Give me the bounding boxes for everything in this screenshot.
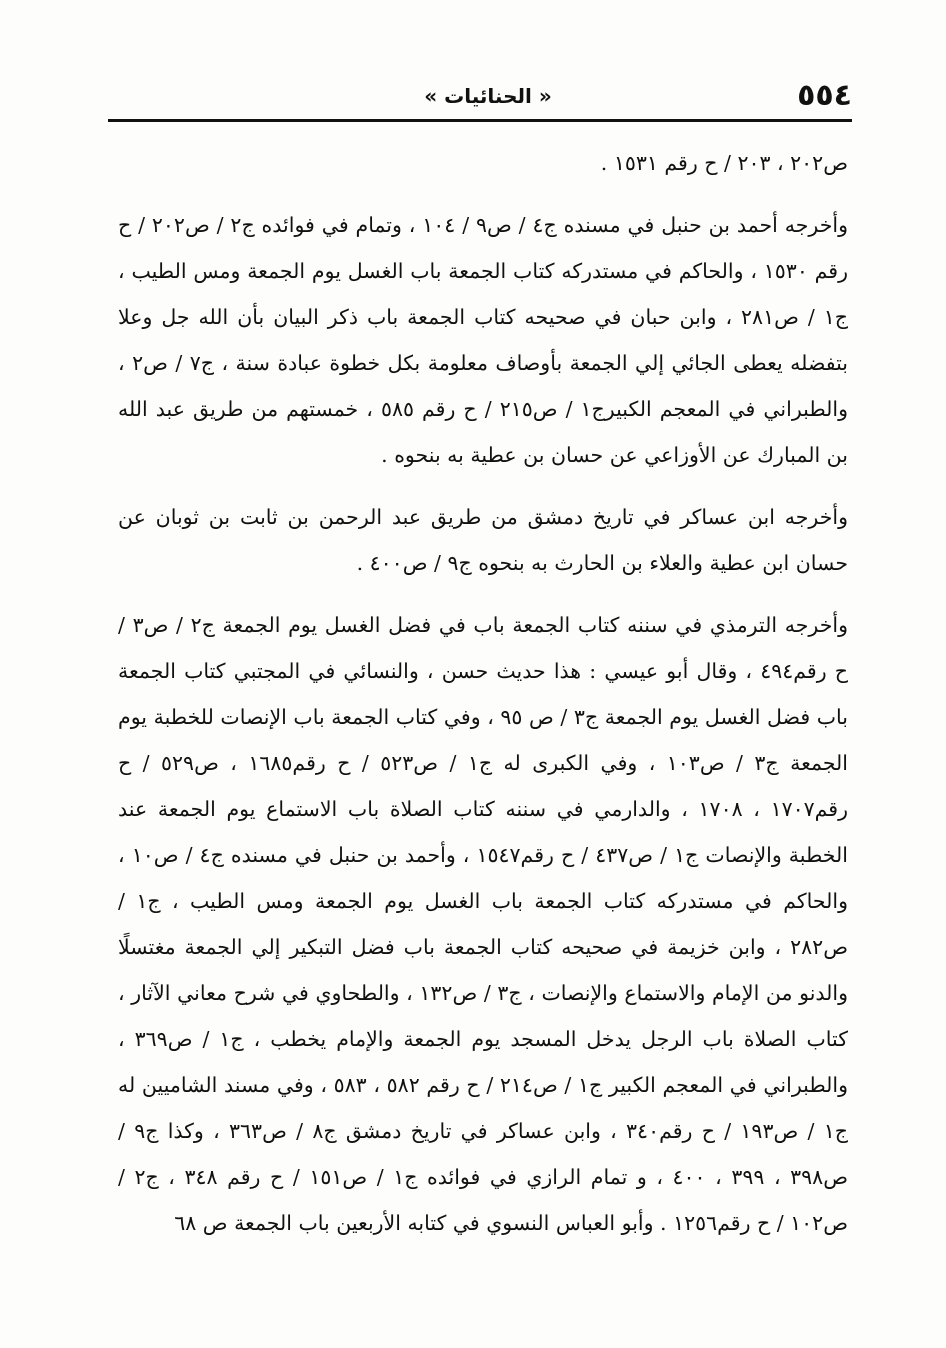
- paragraph-1: ص٢٠٢ ، ٢٠٣ / ح رقم ١٥٣١ .: [600, 151, 848, 175]
- paragraph-3: وأخرجه ابن عساكر في تاريخ دمشق من طريق عبد الرحمن بن ثابت بن ثوبان عن حسان ابن عطية والعلاء بن الحارث به بنحوه ج٩ / ص٤٠٠ .: [118, 505, 848, 575]
- paragraph-4: وأخرجه الترمذي في سننه كتاب الجمعة باب في فضل الغسل يوم الجمعة ج٢ / ص٣ / ح رقم٤٩٤ ، وقال أبو عيسي : هذا حديث حسن ، والنسائي في المجتبي كتاب الجمعة باب فضل الغسل يوم الجمعة ج٣ / ص ٩٥ ، وفي كتاب الجمعة باب الإنصات للخطبة يوم الجمعة ج٣ / ص١٠٣ ، وفي الكبرى له ج١ / ص٥٢٣ / ح رقم١٦٨٥ ، ص٥٢٩ / ح رقم١٧٠٧ ، ١٧٠٨ ، والدارمي في سننه كتاب الصلاة باب الاستماع يوم الجمعة عند الخطبة والإنصات ج١ / ص٤٣٧ / ح رقم١٥٤٧ ، وأحمد بن حنبل في مسنده ج٤ / ص١٠ ، والحاكم في مستدركه كتاب الجمعة باب الغسل يوم الجمعة ومس الطيب ، ج١ / ص٢٨٢ ، وابن خزيمة في صحيحه كتاب الجمعة باب فضل التبكير إلي الجمعة مغتسلًا والدنو من الإمام والاستماع والإنصات ، ج٣ / ص١٣٢ ، والطحاوي في شرح معاني الآثار ، كتاب الصلاة باب الرجل يدخل المسجد يوم الجمعة والإمام يخطب ، ج١ / ص٣٦٩ ، والطبراني في المعجم الكبير ج١ / ص٢١٤ / ح رقم ٥٨٢ ، ٥٨٣ ، وفي مسند الشاميين له ج١ / ص١٩٣ / ح رقم٣٤٠ ، وابن عساكر في تاريخ دمشق ج٨ / ص٣٦٣ ، وكذا ج٩ / ص٣٩٨ ، ٣٩٩ ، ٤٠٠ ، و تمام الرازي في فوائده ج١ / ص١٥١ / ح رقم ٣٤٨ ، ج٢ / ص١٠٢ / ح رقم١٢٥٦ . وأبو العباس النسوي في كتابه الأربعين باب الجمعة ص ٦٨: [118, 613, 849, 1235]
- running-title: « الحنائيات »: [424, 84, 552, 108]
- page-header: [108, 70, 852, 122]
- paragraph-2: وأخرجه أحمد بن حنبل في مسنده ج٤ / ص٩ / ١٠٤ ، وتمام في فوائده ج٢ / ص٢٠٢ / ح رقم ١٥٣٠ ، والحاكم في مستدركه كتاب الجمعة باب الغسل يوم الجمعة ومس الطيب ، ج١ / ص٢٨١ ، وابن حبان في صحيحه كتاب الجمعة باب ذكر البيان بأن الله جل وعلا بتفضله يعطى الجائي إلي الجمعة بأوصاف معلومة بكل خطوة عبادة سنة ، ج٧ / ص٢ ، والطبراني في المعجم الكبيرج١ / ص٢١٥ / ح رقم ٥٨٥ ، خمستهم من طريق عبد الله بن المبارك عن الأوزاعي عن حسان بن عطية به بنحوه .: [118, 213, 849, 467]
- header-rule: [108, 119, 852, 122]
- body-text: [118, 140, 848, 1246]
- page-number: ٥٥٤: [797, 78, 852, 113]
